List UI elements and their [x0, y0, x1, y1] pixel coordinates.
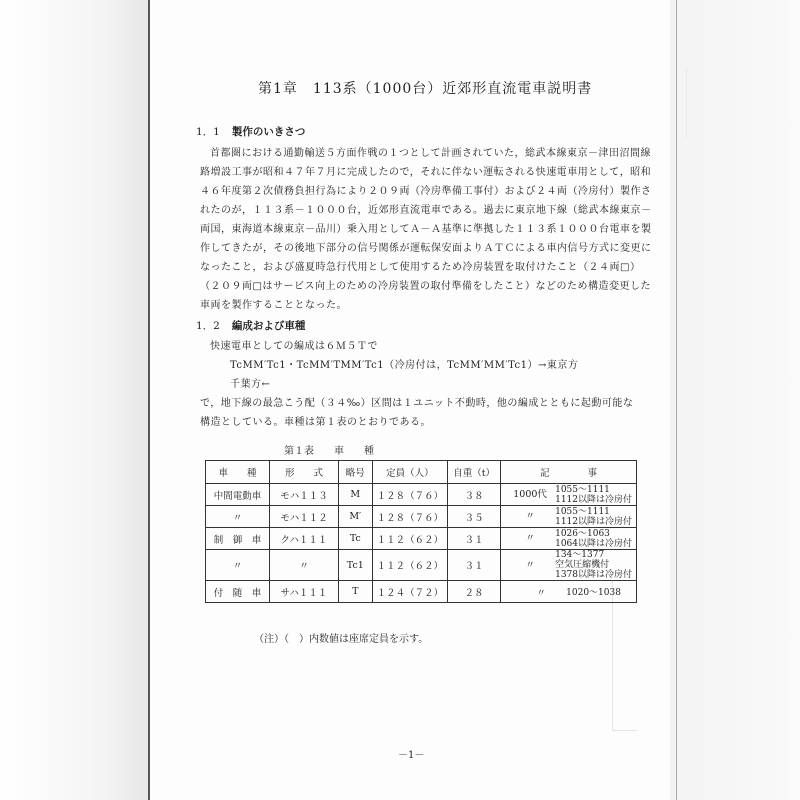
note-line: 1378以降は冷房付 — [555, 570, 632, 580]
car-type-cell: 〃 — [206, 506, 270, 528]
note-line: 空気圧縮機付 — [555, 560, 610, 570]
section-heading — [196, 318, 305, 333]
page-number: －1－ — [398, 750, 425, 761]
section-title: 製作のいきさつ — [231, 126, 306, 138]
weight-cell: ３１ — [448, 528, 501, 550]
car-type-cell: 付 随 車 — [206, 581, 270, 603]
body-line: 首都圏における通勤輸送５方面作戦の１つとして計画されていた，総武本線東京－津田沼間線 — [210, 148, 651, 159]
code-cell: Tc — [338, 528, 372, 550]
note-range — [566, 588, 621, 598]
table-row — [206, 484, 637, 506]
capacity-cell: １１２（６２） — [372, 528, 448, 550]
column-header: 記 事 — [501, 461, 637, 484]
weight-cell: ２８ — [448, 581, 501, 603]
weight-cell: ３１ — [448, 550, 501, 581]
column-header: 定員（人） — [372, 461, 448, 484]
body-line: れたのが，１１３系－１０００台，近郊形直流電車である。過去に東京地下線（総武本線東京－ — [200, 205, 652, 216]
body-line: 車両を製作することとなった。 — [200, 300, 347, 311]
section-title: 編成および車種 — [231, 320, 306, 332]
code-cell: M′ — [338, 506, 372, 528]
page-right-edge — [676, 0, 677, 800]
formation-line: TcMM′Tc1・TcMM′TMM′Tc1（冷房付は，TcMM′MM′Tc1）→東京方 — [230, 360, 579, 371]
body-line: ４６年度第２次債務負担行為により２０９両（冷房準備工事付）および２４両（冷房付）製作さ — [200, 186, 652, 197]
table-caption: 第１表 車 種 — [284, 446, 374, 457]
column-header: 自重（t） — [448, 461, 501, 484]
note-cell — [501, 484, 637, 506]
car-type-cell: 中間電動車 — [206, 484, 270, 506]
column-header: 車 種 — [206, 461, 270, 484]
note-range — [555, 485, 632, 505]
model-cell: クハ１１１ — [269, 528, 338, 550]
note-line: 1112以降は冷房付 — [555, 516, 632, 527]
note-line: 1026～1063 — [555, 528, 610, 539]
note-line: 1064以降は冷房付 — [555, 538, 632, 549]
note-period: 〃 — [536, 587, 546, 599]
model-cell: モハ１１２ — [269, 506, 338, 528]
column-header: 形 式 — [269, 461, 338, 484]
table-row — [206, 528, 637, 550]
note-cell — [501, 550, 637, 581]
note-line: 1112以降は冷房付 — [555, 494, 632, 505]
weight-cell: ３５ — [448, 506, 501, 528]
body-line: 両国，東海道本線東京－品川）乗入用としてＡ－Ａ基準に準拠した１１３系１０００台電車を製 — [200, 224, 652, 235]
table-footnote: （注）（ ）内数値は座席定員を示す。 — [254, 634, 429, 645]
note-cell — [501, 581, 637, 603]
car-type-cell: 〃 — [206, 550, 270, 581]
car-type-cell: 制 御 車 — [206, 528, 270, 550]
table-row — [206, 506, 637, 528]
body-line: 快速電車としての編成は６Ｍ５Ｔで — [210, 341, 378, 352]
bleed-through-mark — [686, 68, 747, 138]
document-title: 第1章 113系（1000台）近郊形直流電車説明書 — [258, 81, 593, 97]
note-range — [555, 507, 632, 527]
table-row — [206, 550, 637, 581]
column-header: 略号 — [338, 461, 372, 484]
note-period: 1000代 — [513, 489, 547, 500]
table-header-row — [206, 461, 637, 484]
note-range — [555, 529, 632, 549]
note-period: 〃 — [525, 533, 535, 544]
note-line: 134～1377 — [555, 550, 605, 560]
body-line: 路増設工事が昭和４７年７月に完成したので，それに伴ない運転される快速電車用として，昭和 — [200, 167, 652, 178]
note-line: 1055～1111 — [555, 506, 610, 517]
note-cell — [501, 528, 637, 550]
section-number: 1．2 — [196, 320, 220, 332]
table-row — [206, 581, 637, 603]
code-cell: Tc1 — [338, 550, 372, 581]
code-cell: M — [338, 484, 372, 506]
capacity-cell: １２８（７６） — [372, 506, 448, 528]
section-number: 1．1 — [196, 126, 220, 138]
scan-left-margin — [0, 0, 150, 800]
model-cell: モハ１１３ — [269, 484, 338, 506]
note-line: 1020～1038 — [566, 588, 621, 598]
body-line: で，地下線の最急こう配（３４‰）区間は１ユニット不動時，他の編成とともに起動可能な — [200, 398, 634, 409]
model-cell: 〃 — [269, 550, 338, 581]
capacity-cell: １２４（７２） — [372, 581, 448, 603]
capacity-cell: １１２（６２） — [372, 550, 448, 581]
body-line: 構造としている。車種は第１表のとおりである。 — [200, 417, 431, 428]
note-cell — [501, 506, 637, 528]
weight-cell: ３８ — [448, 484, 501, 506]
section-heading — [196, 124, 305, 139]
code-cell: T — [338, 581, 372, 603]
note-range — [555, 550, 632, 580]
car-type-table — [205, 460, 637, 603]
body-line: 作してきたが，その後地下部分の信号関係が運転保安面よりＡＴＣによる車内信号方式に変更に — [200, 243, 652, 254]
body-line: （２０９両□はサービス向上のための冷房装置の取付準備をしたこと）などのため構造変更した — [200, 281, 651, 292]
note-period: 〃 — [525, 559, 535, 571]
capacity-cell: １２８（７６） — [372, 484, 448, 506]
model-cell: サハ１１１ — [269, 581, 338, 603]
body-line: なったこと，および盛夏時急行代用として使用するため冷房装置を取付けたこと（２４両□） — [200, 262, 641, 273]
note-period: 〃 — [525, 511, 535, 522]
formation-direction: 千葉方← — [230, 379, 271, 390]
note-line: 1055～1111 — [555, 484, 610, 495]
